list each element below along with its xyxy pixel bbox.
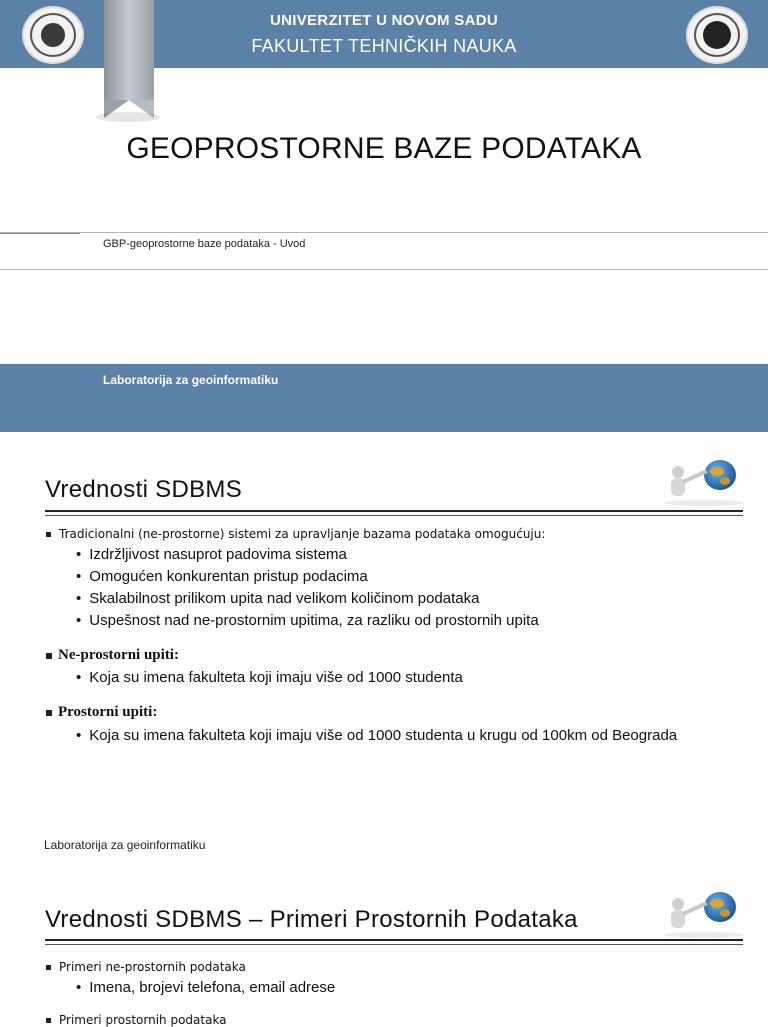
slide-caption: Laboratorija za geoinformatiku xyxy=(44,838,206,852)
divider-accent xyxy=(0,233,80,234)
bullet-nonspatial-heading: Ne-prostorni upiti: xyxy=(46,647,179,664)
list-item: • Koja su imena fakulteta koji imaju više od 1000 studenta u krugu od 100km od Beograda xyxy=(76,727,678,744)
bullet-nonspatial-examples: Primeri ne-prostornih podataka xyxy=(46,960,246,974)
person-with-globe-icon xyxy=(664,458,746,508)
slide-title: Vrednosti SDBMS – Primeri Prostornih Podataka xyxy=(45,906,578,933)
list-item: • Imena, brojevi telefona, email adrese xyxy=(76,979,336,996)
title-underline-thin xyxy=(45,944,743,945)
slide-title: Vrednosti SDBMS xyxy=(45,476,243,503)
presentation-title: GEOPROSTORNE BAZE PODATAKA xyxy=(126,132,642,165)
title-underline xyxy=(45,510,743,512)
footer-lab-name: Laboratorija za geoinformatiku xyxy=(103,373,279,387)
list-item: • Koja su imena fakulteta koji imaju više od 1000 studenta xyxy=(76,669,463,686)
title-underline xyxy=(45,939,743,941)
list-item: • Omogućen konkurentan pristup podacima xyxy=(76,568,368,585)
divider-bottom xyxy=(0,269,768,270)
faculty-name: FAKULTET TEHNIČKIH NAUKA xyxy=(251,36,517,56)
bullet-spatial-examples: Primeri prostornih podataka xyxy=(46,1013,227,1027)
university-name: UNIVERZITET U NOVOM SADU xyxy=(269,12,499,29)
title-underline-thin xyxy=(45,515,743,516)
divider-top xyxy=(0,232,768,233)
list-item: • Uspešnost nad ne-prostornim upitima, za razliku od prostornih upita xyxy=(76,612,539,629)
bullet-intro: Tradicionalni (ne-prostorne) sistemi za upravljanje bazama podataka omogućuju: xyxy=(46,527,545,541)
list-item: • Izdržljivost nasuprot padovima sistema xyxy=(76,546,347,563)
person-with-globe-icon xyxy=(664,890,746,940)
list-item: • Skalabilnost prilikom upita nad velikom količinom podataka xyxy=(76,590,480,607)
ribbon-shadow xyxy=(96,112,160,122)
presentation-subtitle: GBP-geoprostorne baze podataka - Uvod xyxy=(103,238,306,250)
bullet-spatial-heading: Prostorni upiti: xyxy=(46,704,157,721)
